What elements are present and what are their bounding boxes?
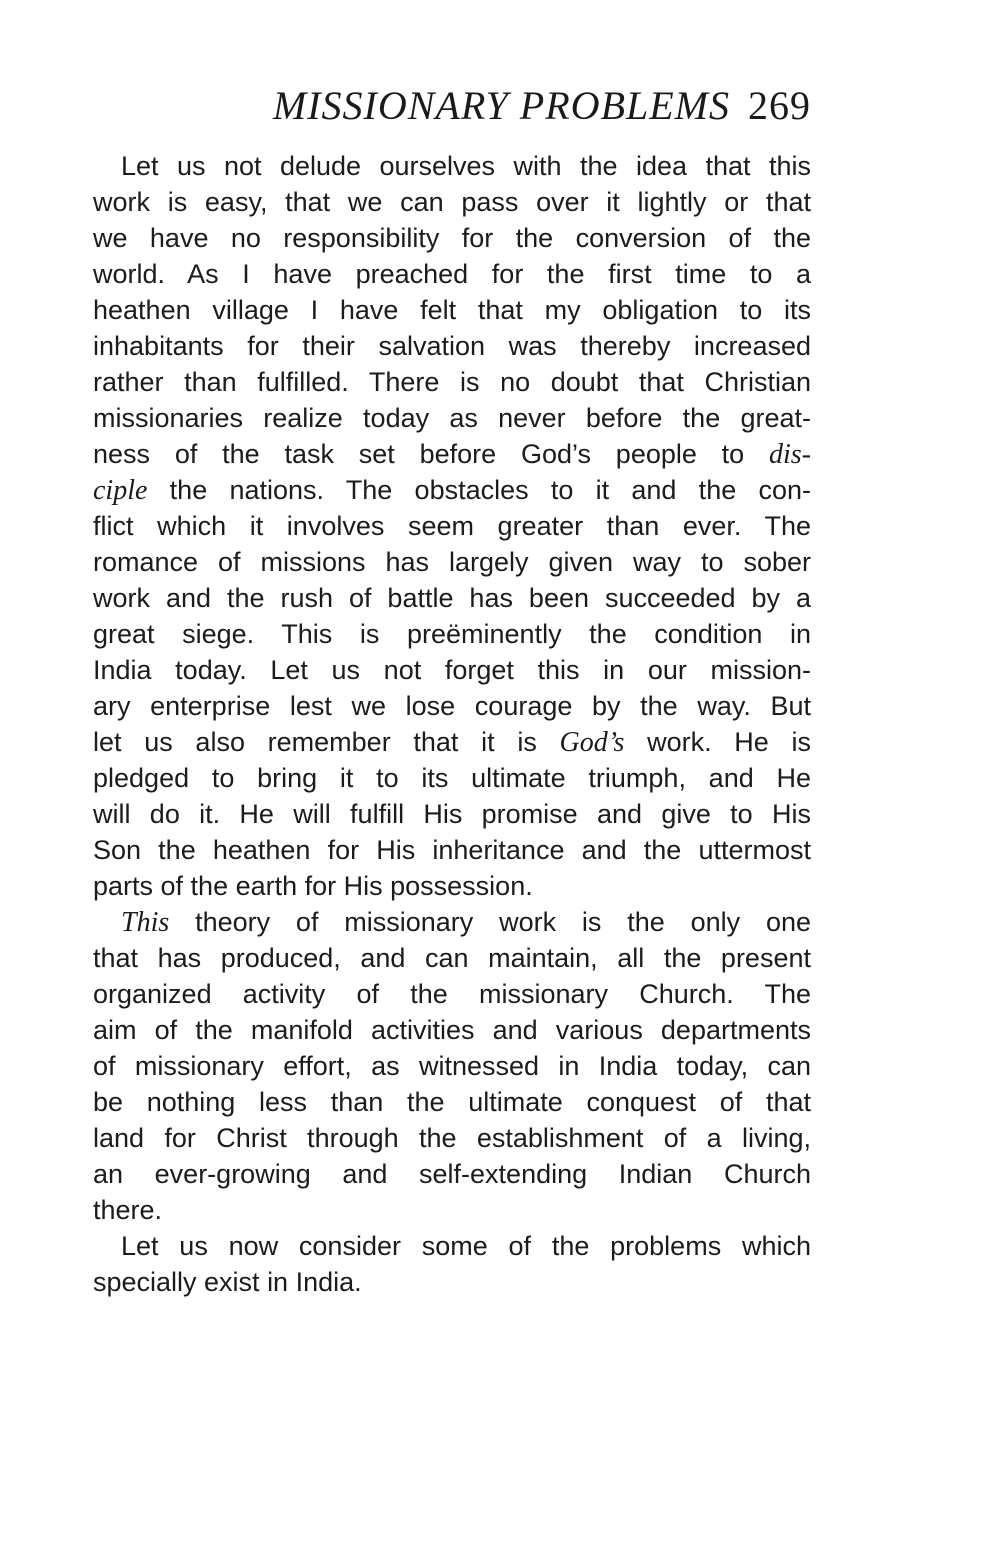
text-segment: ary enterprise lest we lose courage by the way. But bbox=[93, 691, 811, 721]
text-line bbox=[93, 580, 811, 616]
text-segment: flict which it involves seem greater than ever. The bbox=[93, 511, 811, 541]
text-line bbox=[93, 472, 811, 508]
text-line bbox=[93, 148, 811, 184]
text-line bbox=[93, 220, 811, 256]
text-segment: work is easy, that we can pass over it lightly or that bbox=[93, 187, 811, 217]
text-line bbox=[93, 616, 811, 652]
text-segment: missionaries realize today as never before the great- bbox=[93, 403, 811, 433]
text-segment: Let us now consider some of the problems which bbox=[121, 1231, 811, 1261]
text-line bbox=[93, 400, 811, 436]
text-segment: rather than fulfilled. There is no doubt that Christian bbox=[93, 367, 811, 397]
text-line bbox=[93, 688, 811, 724]
text-line bbox=[93, 1048, 811, 1084]
text-segment: work. He is bbox=[624, 727, 811, 757]
text-line bbox=[93, 1156, 811, 1192]
text-line bbox=[93, 868, 811, 904]
text-line bbox=[93, 976, 811, 1012]
text-segment: theory of missionary work is the only one bbox=[169, 907, 811, 937]
text-line bbox=[93, 184, 811, 220]
running-head-title: MISSIONARY PROBLEMS bbox=[272, 83, 730, 128]
text-line bbox=[93, 940, 811, 976]
text-segment: ness of the task set before God’s people to bbox=[93, 439, 769, 469]
italic-text: ciple bbox=[93, 475, 148, 506]
text-line bbox=[93, 1012, 811, 1048]
text-segment: heathen village I have felt that my obligation to its bbox=[93, 295, 811, 325]
text-line bbox=[93, 544, 811, 580]
text-segment: work and the rush of battle has been succeeded by a bbox=[93, 583, 811, 613]
text-segment: let us also remember that it is bbox=[93, 727, 560, 757]
text-line bbox=[93, 724, 811, 760]
text-segment: will do it. He will fulfill His promise and give to His bbox=[93, 799, 811, 829]
paragraph bbox=[93, 148, 811, 904]
text-segment: romance of missions has largely given way to sober bbox=[93, 547, 811, 577]
text-segment: of missionary effort, as witnessed in India today, can bbox=[93, 1051, 811, 1081]
text-line bbox=[93, 1084, 811, 1120]
text-segment: the nations. The obstacles to it and the con- bbox=[147, 475, 811, 505]
text-segment: that has produced, and can maintain, all the present bbox=[93, 943, 811, 973]
text-line bbox=[93, 904, 811, 940]
text-segment: organized activity of the missionary Church. The bbox=[93, 979, 811, 1009]
text-segment: an ever-growing and self-extending Indian Church bbox=[93, 1159, 811, 1189]
text-line bbox=[93, 796, 811, 832]
text-line bbox=[93, 1120, 811, 1156]
text-line bbox=[93, 652, 811, 688]
text-line bbox=[93, 436, 811, 472]
page-number: 269 bbox=[748, 83, 811, 128]
paragraph bbox=[93, 1228, 811, 1300]
text-line bbox=[93, 832, 811, 868]
text-segment: world. As I have preached for the first time to a bbox=[93, 259, 811, 289]
running-head bbox=[93, 74, 811, 138]
text-line bbox=[93, 292, 811, 328]
text-line bbox=[93, 508, 811, 544]
text-segment: pledged to bring it to its ultimate triumph, and He bbox=[93, 763, 811, 793]
text-segment: great siege. This is preëminently the condition in bbox=[93, 619, 811, 649]
body-text bbox=[93, 148, 811, 1300]
text-line bbox=[93, 364, 811, 400]
paragraph bbox=[93, 904, 811, 1228]
text-segment: Let us not delude ourselves with the idea that this bbox=[121, 151, 811, 181]
text-segment: India today. Let us not forget this in our mission- bbox=[93, 655, 811, 685]
italic-text: This bbox=[121, 907, 170, 938]
text-segment: Son the heathen for His inheritance and the uttermost bbox=[93, 835, 811, 865]
text-line bbox=[93, 1264, 811, 1300]
text-line bbox=[93, 1192, 811, 1228]
text-line bbox=[93, 760, 811, 796]
text-line bbox=[93, 1228, 811, 1264]
text-segment: parts of the earth for His possession. bbox=[93, 871, 533, 901]
text-segment: there. bbox=[93, 1195, 163, 1225]
text-segment: specially exist in India. bbox=[93, 1267, 362, 1297]
text-line bbox=[93, 328, 811, 364]
italic-text: God’s bbox=[559, 727, 625, 758]
text-segment: aim of the manifold activities and various departments bbox=[93, 1015, 811, 1045]
text-segment: we have no responsibility for the conversion of the bbox=[93, 223, 811, 253]
book-page bbox=[93, 74, 811, 1300]
text-segment: land for Christ through the establishment of a living, bbox=[93, 1123, 811, 1153]
italic-text: dis- bbox=[769, 439, 811, 470]
text-line bbox=[93, 256, 811, 292]
text-segment: be nothing less than the ultimate conquest of that bbox=[93, 1087, 811, 1117]
text-segment: inhabitants for their salvation was thereby increased bbox=[93, 331, 811, 361]
